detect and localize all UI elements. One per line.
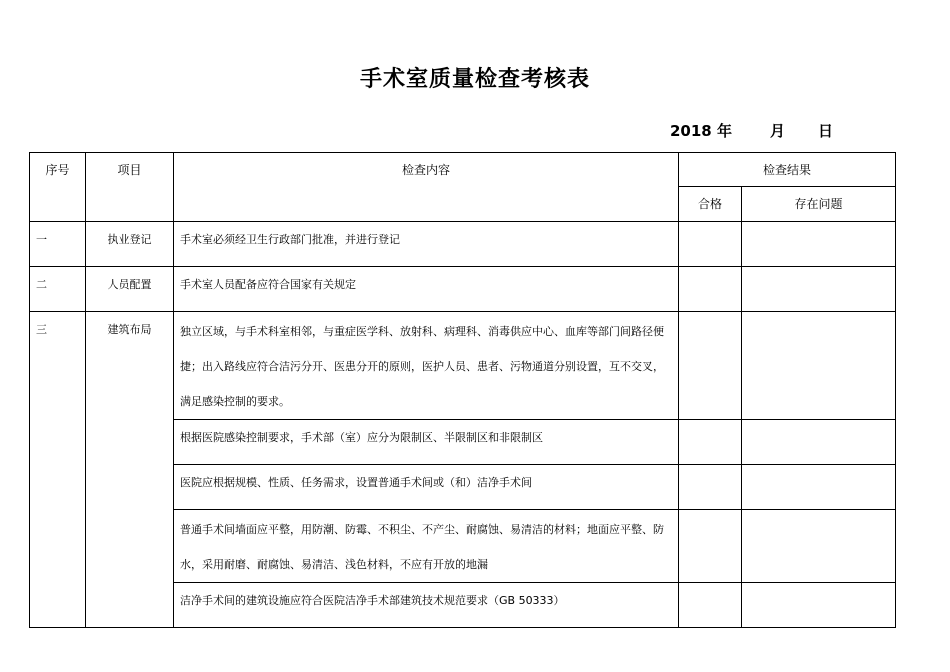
header-item: 项目 [86, 153, 174, 222]
row-content: 洁净手术间的建筑设施应符合医院洁净手术部建筑技术规范要求（GB 50333） [174, 583, 679, 628]
row-content: 手术室人员配备应符合国家有关规定 [174, 267, 679, 312]
pass-cell[interactable] [679, 267, 742, 312]
row-content: 手术室必须经卫生行政部门批准，并进行登记 [174, 222, 679, 267]
row-content: 医院应根据规模、性质、任务需求，设置普通手术间或（和）洁净手术间 [174, 465, 679, 510]
issues-cell[interactable] [742, 420, 896, 465]
pass-cell[interactable] [679, 312, 742, 420]
issues-cell[interactable] [742, 510, 896, 583]
row-index: 二 [30, 267, 86, 312]
row-item: 执业登记 [86, 222, 174, 267]
row-content-text: 独立区域，与手术科室相邻，与重症医学科、放射科、病理科、消毒供应中心、血库等部门间路径便捷；出入路线应符合洁污分开、医患分开的原则，医护人员、患者、污物通道分别设置，互不交叉，满足感染控制的要求。 [180, 325, 664, 408]
header-content: 检查内容 [174, 153, 679, 222]
header-row [30, 153, 896, 187]
issues-cell[interactable] [742, 312, 896, 420]
row-item: 人员配置 [86, 267, 174, 312]
row-item: 建筑布局 [86, 312, 174, 628]
issues-cell[interactable] [742, 465, 896, 510]
table-row [30, 222, 896, 267]
inspection-table [29, 152, 896, 628]
page-title: 手术室质量检查考核表 [359, 67, 590, 92]
header-pass: 合格 [679, 187, 742, 222]
date-line [670, 120, 833, 141]
header-issues: 存在问题 [742, 187, 896, 222]
pass-cell[interactable] [679, 420, 742, 465]
date-year: 2018 年 [670, 122, 732, 140]
pass-cell[interactable] [679, 510, 742, 583]
table-row [30, 267, 896, 312]
pass-cell[interactable] [679, 465, 742, 510]
header-result: 检查结果 [679, 153, 896, 187]
row-content-text: 普通手术间墙面应平整，用防潮、防霉、不积尘、不产尘、耐腐蚀、易清洁的材料；地面应平整、防水，采用耐磨、耐腐蚀、易清洁、浅色材料，不应有开放的地漏 [180, 523, 664, 571]
issues-cell[interactable] [742, 222, 896, 267]
pass-cell[interactable] [679, 583, 742, 628]
date-day: 日 [818, 122, 834, 140]
row-content: 根据医院感染控制要求，手术部（室）应分为限制区、半限制区和非限制区 [174, 420, 679, 465]
pass-cell[interactable] [679, 222, 742, 267]
date-month: 月 [770, 122, 786, 140]
row-content [174, 510, 679, 583]
issues-cell[interactable] [742, 267, 896, 312]
header-index: 序号 [30, 153, 86, 222]
issues-cell[interactable] [742, 583, 896, 628]
row-index: 一 [30, 222, 86, 267]
row-index: 三 [30, 312, 86, 628]
row-content [174, 312, 679, 420]
table-row [30, 312, 896, 420]
